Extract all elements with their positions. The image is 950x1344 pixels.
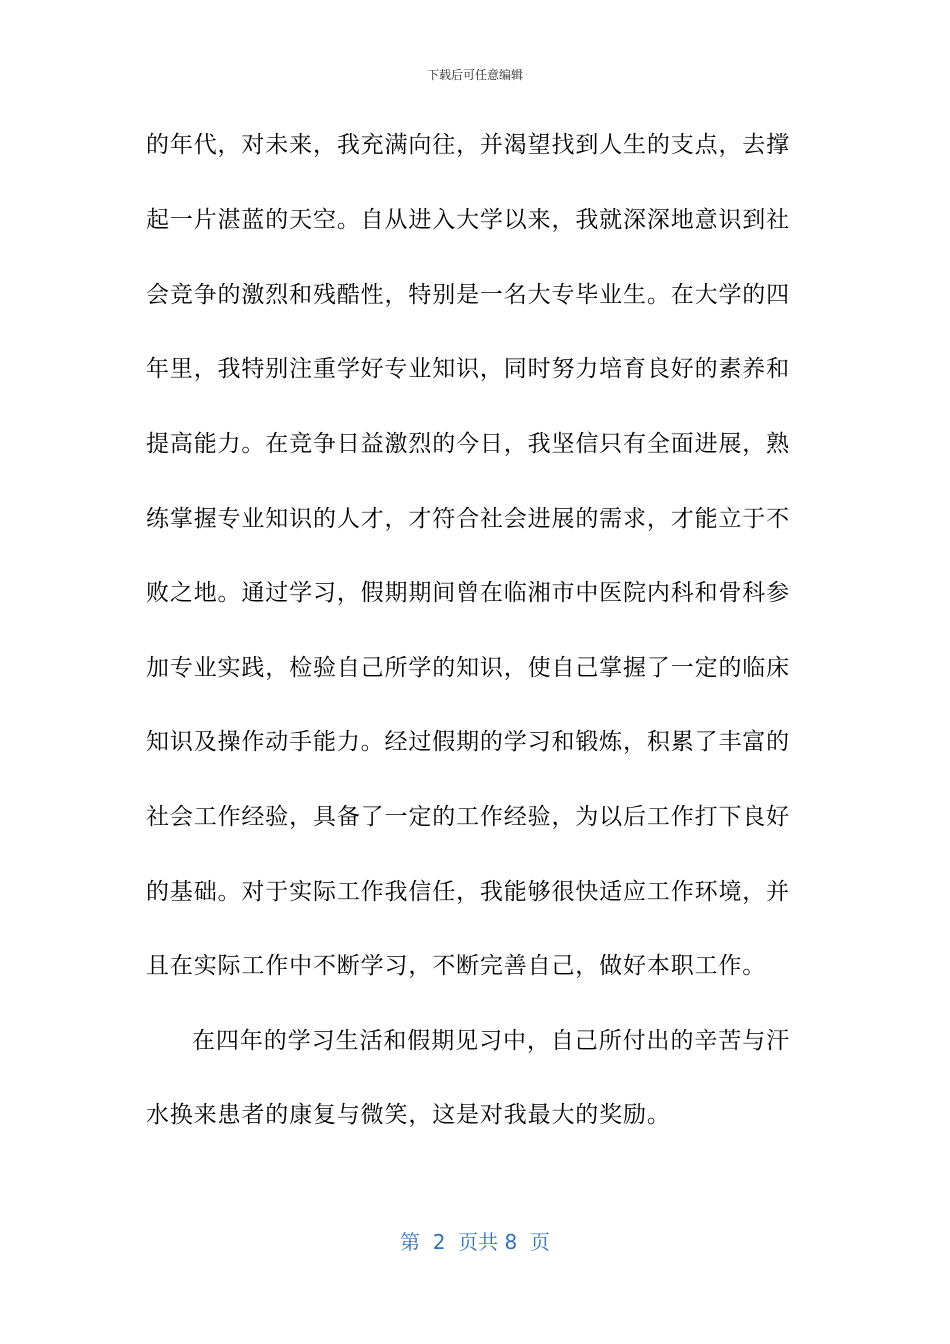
paragraph-1-line-12: 且在实际工作中不断学习，不断完善自己，做好本职工作。 (146, 953, 767, 979)
paragraph-1-line-3: 会竞争的激烈和残酷性，特别是一名大专毕业生。在大学的四 (146, 282, 790, 308)
paragraph-1-line-9: 知识及操作动手能力。经过假期的学习和锻炼，积累了丰富的 (146, 729, 790, 755)
page-header: 下载后可任意编辑 (426, 68, 523, 82)
page-number-footer: 第 2 页共 8 页 (400, 1230, 550, 1254)
paragraph-1-line-10: 社会工作经验，具备了一定的工作经验，为以后工作打下良好 (146, 804, 790, 830)
paragraph-1-line-6: 练掌握专业知识的人才，才符合社会进展的需求，才能立于不 (146, 506, 790, 532)
paragraph-2-line-2: 水换来患者的康复与微笑，这是对我最大的奖励。 (146, 1102, 671, 1128)
paragraph-1-line-7: 败之地。通过学习，假期期间曾在临湘市中医院内科和骨科参 (146, 580, 790, 606)
paragraph-1-line-5: 提高能力。在竞争日益激烈的今日，我坚信只有全面进展，熟 (146, 431, 790, 457)
paragraph-1-line-1: 的年代，对未来，我充满向往，并渴望找到人生的支点，去撑 (146, 132, 790, 158)
paragraph-1-line-11: 的基础。对于实际工作我信任，我能够很快适应工作环境，并 (146, 879, 790, 905)
paragraph-1-line-4: 年里，我特别注重学好专业知识，同时努力培育良好的素养和 (146, 356, 790, 382)
paragraph-1-line-2: 起一片湛蓝的天空。自从进入大学以来，我就深深地意识到社 (146, 207, 790, 233)
paragraph-1-line-8: 加专业实践，检验自己所学的知识，使自己掌握了一定的临床 (146, 655, 790, 681)
paragraph-2-line-1: 在四年的学习生活和假期见习中，自己所付出的辛苦与汗 (192, 1028, 790, 1054)
